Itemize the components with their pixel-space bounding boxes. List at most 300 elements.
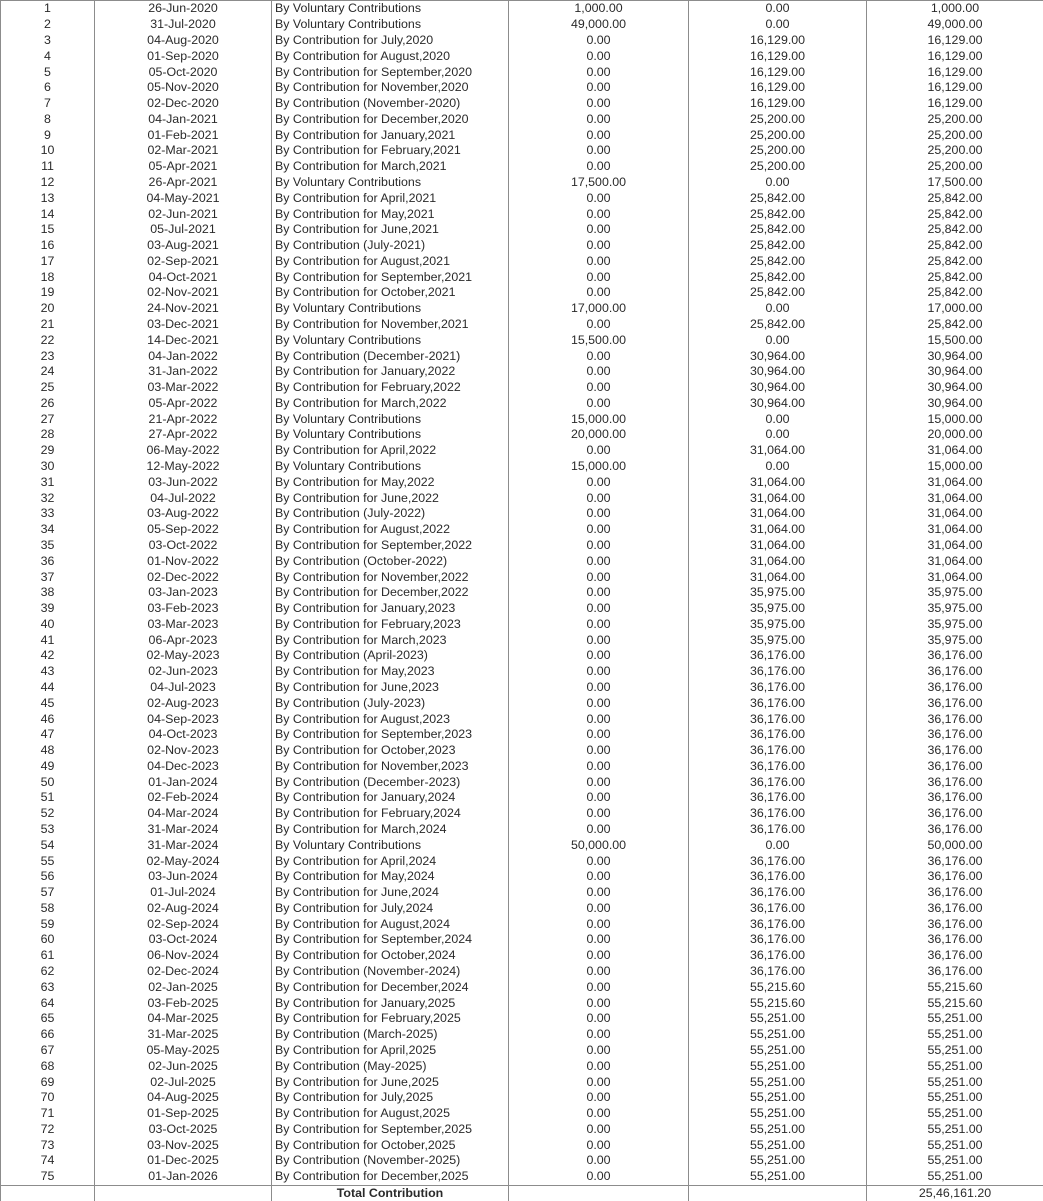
row-date: 04-Aug-2020 [95,33,272,49]
row-total-amount: 36,176.00 [867,743,1043,759]
table-row [1,301,1043,317]
row-voluntary-amount: 0.00 [509,569,689,585]
row-number: 50 [1,774,95,790]
row-contribution-amount: 55,251.00 [689,1058,867,1074]
row-contribution-amount: 55,215.60 [689,995,867,1011]
row-particulars: By Contribution for August,2024 [272,916,509,932]
table-row [1,522,1043,538]
table-row [1,964,1043,980]
row-voluntary-amount: 0.00 [509,48,689,64]
row-number: 18 [1,269,95,285]
table-row [1,64,1043,80]
row-voluntary-amount: 0.00 [509,1058,689,1074]
row-number: 68 [1,1058,95,1074]
row-contribution-amount: 55,251.00 [689,1027,867,1043]
row-date: 02-May-2023 [95,648,272,664]
row-date: 02-Dec-2020 [95,96,272,112]
row-date: 31-Jul-2020 [95,17,272,33]
table-row [1,885,1043,901]
row-total-amount: 25,842.00 [867,238,1043,254]
row-date: 01-Nov-2022 [95,553,272,569]
row-particulars: By Contribution for May,2022 [272,474,509,490]
row-number: 5 [1,64,95,80]
row-particulars: By Contribution (July-2023) [272,695,509,711]
row-date: 03-Oct-2025 [95,1121,272,1137]
row-voluntary-amount: 0.00 [509,506,689,522]
row-date: 03-Mar-2022 [95,380,272,396]
row-date: 02-Dec-2024 [95,964,272,980]
row-total-amount: 50,000.00 [867,837,1043,853]
row-number: 2 [1,17,95,33]
row-voluntary-amount: 0.00 [509,711,689,727]
row-number: 13 [1,190,95,206]
row-total-amount: 36,176.00 [867,853,1043,869]
row-date: 01-Jan-2026 [95,1169,272,1185]
row-date: 04-Jul-2023 [95,680,272,696]
row-voluntary-amount: 0.00 [509,1043,689,1059]
row-contribution-amount: 36,176.00 [689,680,867,696]
row-voluntary-amount: 0.00 [509,64,689,80]
row-particulars: By Contribution for December,2022 [272,585,509,601]
table-row [1,96,1043,112]
table-row [1,932,1043,948]
row-contribution-amount: 36,176.00 [689,885,867,901]
table-row [1,869,1043,885]
table-row [1,459,1043,475]
row-total-amount: 25,842.00 [867,190,1043,206]
row-total-amount: 36,176.00 [867,727,1043,743]
row-contribution-amount: 31,064.00 [689,474,867,490]
row-number: 12 [1,175,95,191]
row-particulars: By Contribution for October,2023 [272,743,509,759]
row-date: 02-Dec-2022 [95,569,272,585]
row-total-amount: 15,000.00 [867,459,1043,475]
row-voluntary-amount: 0.00 [509,553,689,569]
row-contribution-amount: 36,176.00 [689,648,867,664]
row-contribution-amount: 35,975.00 [689,585,867,601]
row-voluntary-amount: 0.00 [509,601,689,617]
row-voluntary-amount: 0.00 [509,33,689,49]
row-date: 02-Aug-2023 [95,695,272,711]
row-number: 74 [1,1153,95,1169]
row-contribution-amount: 55,251.00 [689,1090,867,1106]
row-contribution-amount: 0.00 [689,301,867,317]
row-number: 70 [1,1090,95,1106]
row-contribution-amount: 25,200.00 [689,111,867,127]
row-date: 27-Apr-2022 [95,427,272,443]
row-total-amount: 55,251.00 [867,1074,1043,1090]
row-particulars: By Contribution for December,2024 [272,979,509,995]
row-number: 20 [1,301,95,317]
row-number: 75 [1,1169,95,1185]
table-row [1,254,1043,270]
row-contribution-amount: 55,215.60 [689,979,867,995]
table-row [1,1137,1043,1153]
row-voluntary-amount: 49,000.00 [509,17,689,33]
row-total-amount: 15,500.00 [867,332,1043,348]
row-total-amount: 16,129.00 [867,33,1043,49]
row-voluntary-amount: 17,500.00 [509,175,689,191]
row-voluntary-amount: 0.00 [509,348,689,364]
row-date: 12-May-2022 [95,459,272,475]
table-row [1,648,1043,664]
table-row [1,979,1043,995]
row-number: 28 [1,427,95,443]
row-contribution-amount: 0.00 [689,175,867,191]
row-date: 01-Sep-2020 [95,48,272,64]
table-row [1,695,1043,711]
row-particulars: By Contribution (November-2020) [272,96,509,112]
row-date: 04-Oct-2021 [95,269,272,285]
row-contribution-amount: 25,842.00 [689,190,867,206]
row-date: 05-Sep-2022 [95,522,272,538]
row-particulars: By Contribution (May-2025) [272,1058,509,1074]
row-contribution-amount: 55,251.00 [689,1121,867,1137]
table-row [1,616,1043,632]
row-contribution-amount: 0.00 [689,837,867,853]
row-contribution-amount: 36,176.00 [689,948,867,964]
row-date: 02-Jun-2023 [95,664,272,680]
row-date: 06-Apr-2023 [95,632,272,648]
row-date: 04-Mar-2025 [95,1011,272,1027]
row-particulars: By Contribution for October,2021 [272,285,509,301]
row-date: 26-Apr-2021 [95,175,272,191]
row-contribution-amount: 30,964.00 [689,348,867,364]
row-contribution-amount: 25,842.00 [689,238,867,254]
table-row [1,538,1043,554]
table-row [1,1090,1043,1106]
row-voluntary-amount: 0.00 [509,727,689,743]
row-number: 72 [1,1121,95,1137]
row-number: 21 [1,317,95,333]
table-row [1,159,1043,175]
row-particulars: By Contribution for January,2023 [272,601,509,617]
row-date: 03-Dec-2021 [95,317,272,333]
row-contribution-amount: 30,964.00 [689,396,867,412]
row-contribution-amount: 55,251.00 [689,1137,867,1153]
row-number: 39 [1,601,95,617]
row-particulars: By Contribution for September,2025 [272,1121,509,1137]
row-contribution-amount: 31,064.00 [689,538,867,554]
row-voluntary-amount: 0.00 [509,695,689,711]
row-contribution-amount: 35,975.00 [689,601,867,617]
row-number: 34 [1,522,95,538]
row-particulars: By Contribution for January,2024 [272,790,509,806]
row-particulars: By Contribution (December-2021) [272,348,509,364]
row-voluntary-amount: 0.00 [509,96,689,112]
row-total-amount: 16,129.00 [867,48,1043,64]
row-contribution-amount: 36,176.00 [689,806,867,822]
row-contribution-amount: 25,200.00 [689,143,867,159]
row-voluntary-amount: 0.00 [509,774,689,790]
row-particulars: By Contribution for February,2022 [272,380,509,396]
row-total-amount: 31,064.00 [867,522,1043,538]
row-particulars: By Contribution for March,2022 [272,396,509,412]
row-contribution-amount: 55,251.00 [689,1074,867,1090]
row-particulars: By Contribution for November,2022 [272,569,509,585]
row-particulars: By Contribution for July,2020 [272,33,509,49]
row-total-amount: 30,964.00 [867,396,1043,412]
row-number: 26 [1,396,95,412]
table-row [1,916,1043,932]
row-particulars: By Contribution (November-2025) [272,1153,509,1169]
row-voluntary-amount: 0.00 [509,380,689,396]
row-number: 6 [1,80,95,96]
table-row [1,774,1043,790]
row-number: 7 [1,96,95,112]
row-number: 47 [1,727,95,743]
row-number: 27 [1,411,95,427]
row-total-amount: 55,251.00 [867,1121,1043,1137]
row-voluntary-amount: 0.00 [509,238,689,254]
row-contribution-amount: 0.00 [689,17,867,33]
row-total-amount: 36,176.00 [867,648,1043,664]
total-row-blank-contribution [689,1185,867,1201]
row-date: 03-Nov-2025 [95,1137,272,1153]
row-particulars: By Voluntary Contributions [272,1,509,17]
row-voluntary-amount: 1,000.00 [509,1,689,17]
row-total-amount: 30,964.00 [867,348,1043,364]
row-number: 42 [1,648,95,664]
table-row [1,269,1043,285]
row-voluntary-amount: 0.00 [509,190,689,206]
total-label: Total Contribution [272,1185,509,1201]
row-contribution-amount: 0.00 [689,427,867,443]
table-row [1,553,1043,569]
row-particulars: By Contribution for February,2025 [272,1011,509,1027]
row-contribution-amount: 25,200.00 [689,127,867,143]
row-contribution-amount: 25,842.00 [689,222,867,238]
table-row [1,632,1043,648]
table-row [1,348,1043,364]
row-date: 04-May-2021 [95,190,272,206]
row-number: 48 [1,743,95,759]
row-total-amount: 35,975.00 [867,585,1043,601]
row-contribution-amount: 31,064.00 [689,506,867,522]
row-date: 14-Dec-2021 [95,332,272,348]
row-total-amount: 25,842.00 [867,222,1043,238]
row-date: 03-Oct-2022 [95,538,272,554]
row-voluntary-amount: 0.00 [509,1121,689,1137]
row-particulars: By Voluntary Contributions [272,175,509,191]
row-number: 51 [1,790,95,806]
row-particulars: By Contribution for February,2023 [272,616,509,632]
row-particulars: By Contribution for January,2021 [272,127,509,143]
row-date: 03-Jun-2022 [95,474,272,490]
table-row [1,901,1043,917]
row-voluntary-amount: 0.00 [509,1169,689,1185]
row-voluntary-amount: 15,500.00 [509,332,689,348]
row-date: 01-Feb-2021 [95,127,272,143]
row-voluntary-amount: 0.00 [509,222,689,238]
row-contribution-amount: 16,129.00 [689,96,867,112]
row-date: 31-Jan-2022 [95,364,272,380]
row-date: 02-May-2024 [95,853,272,869]
row-particulars: By Contribution for December,2025 [272,1169,509,1185]
table-row [1,1106,1043,1122]
row-particulars: By Contribution for March,2023 [272,632,509,648]
row-contribution-amount: 36,176.00 [689,964,867,980]
row-total-amount: 36,176.00 [867,695,1043,711]
row-particulars: By Contribution for June,2021 [272,222,509,238]
row-voluntary-amount: 0.00 [509,806,689,822]
row-particulars: By Contribution (November-2024) [272,964,509,980]
row-contribution-amount: 36,176.00 [689,695,867,711]
row-total-amount: 31,064.00 [867,538,1043,554]
row-total-amount: 31,064.00 [867,490,1043,506]
table-row [1,380,1043,396]
row-total-amount: 36,176.00 [867,806,1043,822]
row-contribution-amount: 55,251.00 [689,1153,867,1169]
row-particulars: By Contribution (October-2022) [272,553,509,569]
row-voluntary-amount: 0.00 [509,648,689,664]
row-date: 31-Mar-2025 [95,1027,272,1043]
row-number: 30 [1,459,95,475]
row-date: 01-Jul-2024 [95,885,272,901]
row-number: 9 [1,127,95,143]
row-voluntary-amount: 0.00 [509,254,689,270]
row-number: 46 [1,711,95,727]
row-contribution-amount: 31,064.00 [689,490,867,506]
row-number: 53 [1,822,95,838]
table-row [1,822,1043,838]
row-total-amount: 35,975.00 [867,601,1043,617]
row-date: 02-Nov-2021 [95,285,272,301]
row-total-amount: 20,000.00 [867,427,1043,443]
ledger-body [1,1,1043,1186]
row-particulars: By Contribution for May,2023 [272,664,509,680]
table-row [1,759,1043,775]
row-date: 31-Mar-2024 [95,837,272,853]
row-particulars: By Contribution for January,2025 [272,995,509,1011]
row-total-amount: 25,200.00 [867,111,1043,127]
row-date: 02-Jun-2025 [95,1058,272,1074]
row-voluntary-amount: 0.00 [509,127,689,143]
row-particulars: By Contribution for June,2023 [272,680,509,696]
row-contribution-amount: 55,251.00 [689,1106,867,1122]
row-contribution-amount: 36,176.00 [689,711,867,727]
table-row [1,490,1043,506]
row-total-amount: 16,129.00 [867,80,1043,96]
table-row [1,1121,1043,1137]
row-date: 02-Jun-2021 [95,206,272,222]
row-particulars: By Contribution for June,2022 [272,490,509,506]
row-number: 58 [1,901,95,917]
row-particulars: By Contribution for September,2023 [272,727,509,743]
table-row [1,411,1043,427]
row-particulars: By Voluntary Contributions [272,837,509,853]
row-number: 52 [1,806,95,822]
row-particulars: By Contribution (July-2021) [272,238,509,254]
row-total-amount: 1,000.00 [867,1,1043,17]
table-row [1,364,1043,380]
row-total-amount: 55,251.00 [867,1011,1043,1027]
row-total-amount: 35,975.00 [867,632,1043,648]
row-date: 04-Jan-2021 [95,111,272,127]
row-voluntary-amount: 0.00 [509,443,689,459]
row-date: 01-Jan-2024 [95,774,272,790]
row-total-amount: 31,064.00 [867,569,1043,585]
row-number: 19 [1,285,95,301]
row-date: 03-Aug-2022 [95,506,272,522]
row-total-amount: 36,176.00 [867,711,1043,727]
row-particulars: By Contribution for July,2024 [272,901,509,917]
table-row [1,190,1043,206]
row-total-amount: 17,000.00 [867,301,1043,317]
total-value: 25,46,161.20 [867,1185,1043,1201]
table-row [1,601,1043,617]
row-date: 06-May-2022 [95,443,272,459]
row-date: 05-Jul-2021 [95,222,272,238]
row-voluntary-amount: 0.00 [509,632,689,648]
row-date: 04-Jan-2022 [95,348,272,364]
row-date: 02-Sep-2021 [95,254,272,270]
table-row [1,806,1043,822]
row-voluntary-amount: 0.00 [509,474,689,490]
row-number: 63 [1,979,95,995]
row-contribution-amount: 36,176.00 [689,759,867,775]
row-contribution-amount: 30,964.00 [689,364,867,380]
table-row [1,585,1043,601]
row-voluntary-amount: 0.00 [509,790,689,806]
row-voluntary-amount: 0.00 [509,585,689,601]
total-row [1,1185,1043,1201]
row-number: 43 [1,664,95,680]
row-date: 01-Dec-2025 [95,1153,272,1169]
table-row [1,80,1043,96]
row-voluntary-amount: 15,000.00 [509,459,689,475]
table-row [1,1027,1043,1043]
row-contribution-amount: 31,064.00 [689,443,867,459]
row-voluntary-amount: 17,000.00 [509,301,689,317]
table-row [1,1153,1043,1169]
row-total-amount: 55,251.00 [867,1169,1043,1185]
row-total-amount: 16,129.00 [867,96,1043,112]
row-total-amount: 30,964.00 [867,380,1043,396]
row-contribution-amount: 36,176.00 [689,853,867,869]
row-date: 26-Jun-2020 [95,1,272,17]
row-particulars: By Contribution for April,2021 [272,190,509,206]
row-total-amount: 25,842.00 [867,285,1043,301]
row-particulars: By Contribution for June,2024 [272,885,509,901]
row-number: 67 [1,1043,95,1059]
table-row [1,790,1043,806]
row-contribution-amount: 36,176.00 [689,743,867,759]
row-voluntary-amount: 0.00 [509,822,689,838]
row-contribution-amount: 36,176.00 [689,774,867,790]
total-row-blank-voluntary [509,1185,689,1201]
row-number: 24 [1,364,95,380]
table-row [1,1,1043,17]
row-total-amount: 36,176.00 [867,916,1043,932]
table-row [1,427,1043,443]
row-voluntary-amount: 0.00 [509,680,689,696]
row-contribution-amount: 30,964.00 [689,380,867,396]
table-row [1,285,1043,301]
row-total-amount: 36,176.00 [867,885,1043,901]
row-number: 59 [1,916,95,932]
row-number: 32 [1,490,95,506]
row-particulars: By Contribution for May,2024 [272,869,509,885]
row-particulars: By Contribution for September,2020 [272,64,509,80]
row-number: 17 [1,254,95,270]
row-voluntary-amount: 0.00 [509,869,689,885]
row-number: 61 [1,948,95,964]
row-date: 03-Jun-2024 [95,869,272,885]
row-particulars: By Contribution for September,2022 [272,538,509,554]
row-number: 11 [1,159,95,175]
row-contribution-amount: 16,129.00 [689,64,867,80]
